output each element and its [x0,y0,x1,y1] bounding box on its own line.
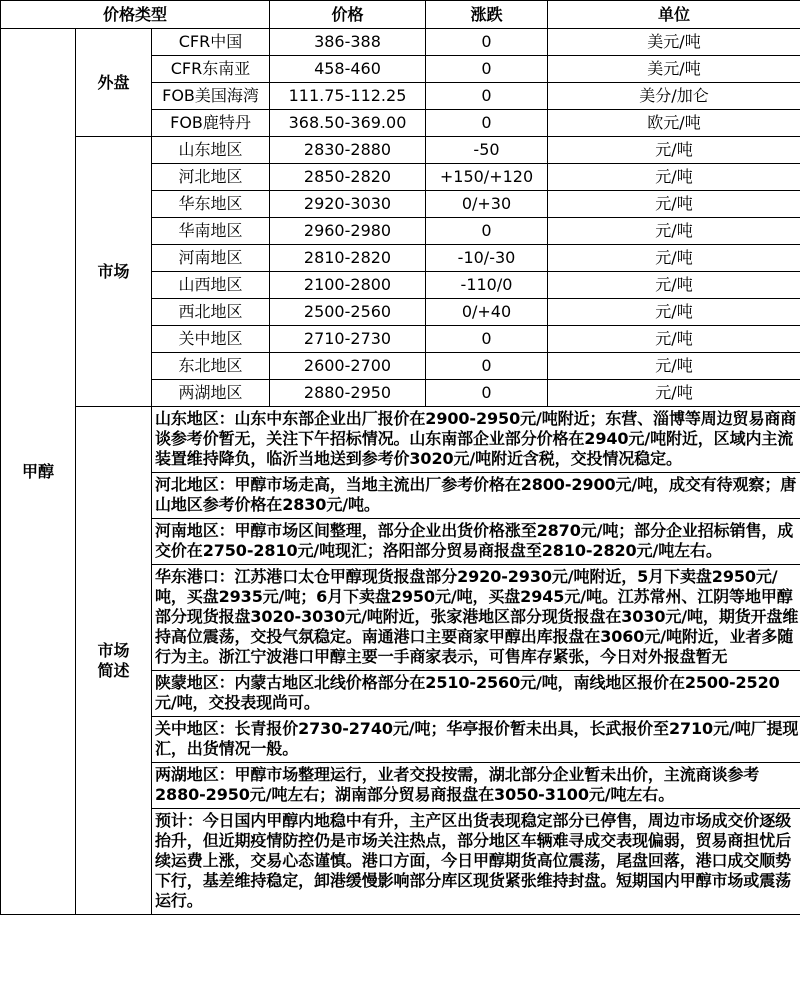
row-unit: 元/吨 [548,326,800,353]
header-row [1,1,800,29]
row-price: 111.75-112.25 [270,83,426,110]
row-change: -10/-30 [426,245,548,272]
row-unit: 元/吨 [548,218,800,245]
summary-paragraph: 河南地区：甲醇市场区间整理，部分企业出货价格涨至2870元/吨；部分企业招标销售，成交价在2750-2810元/吨现汇；洛阳部分贸易商报盘至2810-2820元/吨左右。 [152,519,800,565]
table-row [1,137,800,164]
row-name: 河北地区 [152,164,270,191]
header-change: 涨跌 [426,1,548,29]
row-price: 458-460 [270,56,426,83]
row-price: 2960-2980 [270,218,426,245]
summary-paragraph: 预计：今日国内甲醇内地稳中有升，主产区出货表现稳定部分已停售，周边市场成交价逐级抬升，但近期疫情防控仍是市场关注热点，部分地区车辆难寻成交表现偏弱，贸易商担忧后续运费上涨，交易心态谨慎。港口方面，今日甲醇期货高位震荡，尾盘回落，港口成交顺势下行，基差维持稳定，卸港缓慢影响部分库区现货紧张维持封盘。短期国内甲醇市场或震荡运行。 [152,809,800,915]
row-unit: 元/吨 [548,299,800,326]
row-name: CFR中国 [152,29,270,56]
row-name: FOB鹿特丹 [152,110,270,137]
row-change: 0 [426,110,548,137]
row-unit: 美分/加仑 [548,83,800,110]
row-change: -110/0 [426,272,548,299]
row-price: 368.50-369.00 [270,110,426,137]
header-unit: 单位 [548,1,800,29]
row-price: 2100-2800 [270,272,426,299]
row-price: 2810-2820 [270,245,426,272]
row-unit: 元/吨 [548,272,800,299]
summary-paragraph: 两湖地区：甲醇市场整理运行，业者交投按需，湖北部分企业暂未出价，主流商谈参考2880-2950元/吨左右；湖南部分贸易商报盘在3050-3100元/吨左右。 [152,763,800,809]
row-name: 华南地区 [152,218,270,245]
row-name: 华东地区 [152,191,270,218]
row-name: 山西地区 [152,272,270,299]
row-price: 2880-2950 [270,380,426,407]
summary-paragraph: 华东港口：江苏港口太仓甲醇现货报盘部分2920-2930元/吨附近，5月下卖盘2950元/吨，买盘2935元/吨；6月下卖盘2950元/吨，买盘2945元/吨。江苏常州、江阴等地甲醇部分现货报盘3020-3030元/吨附近，张家港地区部分现货报盘在3030元/吨，期货开盘维持高位震荡，交投气氛稳定。南通港口主要商家甲醇出库报盘在3060元/吨附近，业者多随行为主。浙江宁波港口甲醇主要一手商家表示，可售库存紧张，今日对外报盘暂无 [152,565,800,671]
row-change: 0 [426,218,548,245]
row-name: 关中地区 [152,326,270,353]
row-price: 2830-2880 [270,137,426,164]
summary-paragraph: 关中地区：长青报价2730-2740元/吨；华亭报价暂未出具，长武报价至2710元/吨厂提现汇，出货情况一般。 [152,717,800,763]
row-name: 山东地区 [152,137,270,164]
row-unit: 元/吨 [548,191,800,218]
row-price: 2710-2730 [270,326,426,353]
row-name: 两湖地区 [152,380,270,407]
header-price: 价格 [270,1,426,29]
row-change: 0 [426,353,548,380]
row-price: 2920-3030 [270,191,426,218]
row-change: 0 [426,56,548,83]
row-name: 河南地区 [152,245,270,272]
row-name: FOB美国海湾 [152,83,270,110]
row-unit: 元/吨 [548,164,800,191]
row-price: 2850-2820 [270,164,426,191]
row-price: 386-388 [270,29,426,56]
row-price: 2600-2700 [270,353,426,380]
row-name: 西北地区 [152,299,270,326]
row-change: 0/+30 [426,191,548,218]
row-change: 0 [426,29,548,56]
row-unit: 元/吨 [548,137,800,164]
row-unit: 美元/吨 [548,29,800,56]
row-name: 东北地区 [152,353,270,380]
row-change: 0/+40 [426,299,548,326]
row-unit: 元/吨 [548,380,800,407]
group-outer: 外盘 [76,29,152,137]
row-unit: 元/吨 [548,353,800,380]
row-unit: 美元/吨 [548,56,800,83]
row-change: -50 [426,137,548,164]
row-change: 0 [426,326,548,353]
row-unit: 欧元/吨 [548,110,800,137]
summary-paragraph: 河北地区：甲醇市场走高，当地主流出厂参考价格在2800-2900元/吨，成交有待观察；唐山地区参考价格在2830元/吨。 [152,473,800,519]
row-name: CFR东南亚 [152,56,270,83]
table-row [1,29,800,56]
group-market: 市场 [76,137,152,407]
header-type: 价格类型 [1,1,270,29]
row-change: 0 [426,380,548,407]
product-cell: 甲醇 [1,29,76,915]
summary-paragraph: 陕蒙地区：内蒙古地区北线价格部分在2510-2560元/吨，南线地区报价在2500-2520元/吨，交投表现尚可。 [152,671,800,717]
row-change: 0 [426,83,548,110]
summary-paragraph: 山东地区：山东中东部企业出厂报价在2900-2950元/吨附近；东营、淄博等周边贸易商商谈参考价暂无，关注下午招标情况。山东南部企业部分价格在2940元/吨附近，区域内主流装置维持降负，临沂当地送到参考价3020元/吨附近含税，交投情况稳定。 [152,407,800,473]
summary-row [1,407,800,473]
row-price: 2500-2560 [270,299,426,326]
row-change: +150/+120 [426,164,548,191]
group-summary: 市场 简述 [76,407,152,915]
row-unit: 元/吨 [548,245,800,272]
